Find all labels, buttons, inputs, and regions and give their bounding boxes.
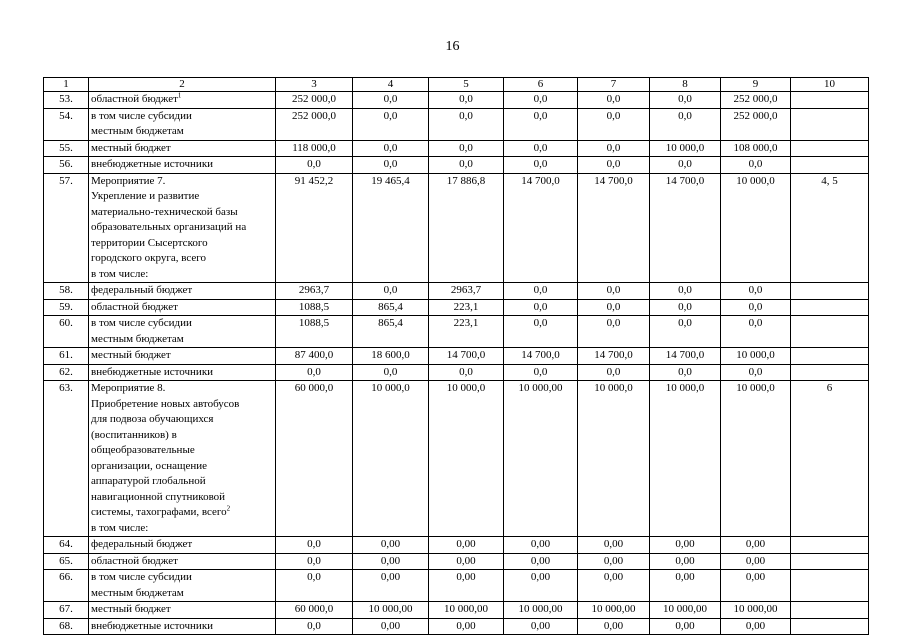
- description-line: аппаратурой глобальной: [91, 475, 206, 487]
- row-number-cell: 66.: [44, 570, 89, 602]
- value-cell: 10 000,00: [353, 602, 429, 619]
- value-cell: 0,0: [504, 92, 578, 109]
- value-cell: 0,0: [578, 299, 650, 316]
- description-line: материально-технической базы: [91, 205, 238, 218]
- row-number-cell: 68.: [44, 618, 89, 635]
- value-cell: 0,00: [353, 570, 429, 602]
- value-cell: 0,0: [276, 553, 353, 570]
- value-cell: 14 700,0: [504, 173, 578, 283]
- description-cell: [89, 381, 276, 537]
- value-cell: 14 700,0: [578, 173, 650, 283]
- value-cell: 0,00: [429, 570, 504, 602]
- value-cell: 0,0: [429, 140, 504, 157]
- description-line: местным бюджетам: [91, 332, 184, 345]
- target-ref-cell: [791, 553, 869, 570]
- value-cell: 0,00: [429, 537, 504, 554]
- header-cell: 6: [504, 78, 578, 92]
- table-row: [44, 140, 869, 157]
- description-cell: [89, 157, 276, 174]
- footnote-marker: 2: [226, 504, 231, 513]
- value-cell: 2963,7: [429, 283, 504, 300]
- value-cell: 0,0: [276, 157, 353, 174]
- value-cell: 252 000,0: [721, 108, 791, 140]
- header-cell: 9: [721, 78, 791, 92]
- value-cell: 0,0: [504, 108, 578, 140]
- row-number-cell: 64.: [44, 537, 89, 554]
- header-cell: 2: [89, 78, 276, 92]
- table-row: [44, 173, 869, 283]
- value-cell: 0,0: [353, 364, 429, 381]
- value-cell: 1088,5: [276, 299, 353, 316]
- table-row: [44, 381, 869, 537]
- value-cell: 60 000,0: [276, 381, 353, 537]
- footnote-marker: 1: [177, 91, 182, 100]
- row-number-cell: 63.: [44, 381, 89, 537]
- description-cell: [89, 108, 276, 140]
- value-cell: 0,0: [429, 92, 504, 109]
- row-number-cell: 58.: [44, 283, 89, 300]
- value-cell: 0,0: [721, 364, 791, 381]
- description-line: областной бюджет$^1$: [91, 91, 182, 105]
- value-cell: 0,0: [721, 283, 791, 300]
- value-cell: 14 700,0: [650, 173, 721, 283]
- value-cell: 1088,5: [276, 316, 353, 348]
- value-cell: 14 700,0: [504, 348, 578, 365]
- row-number-cell: 55.: [44, 140, 89, 157]
- value-cell: 0,00: [578, 537, 650, 554]
- table-row: [44, 283, 869, 300]
- target-ref-cell: [791, 299, 869, 316]
- page-number: 16: [445, 39, 460, 54]
- table-row: [44, 364, 869, 381]
- description-line: внебюджетные источники: [91, 158, 214, 170]
- value-cell: 10 000,00: [504, 602, 578, 619]
- target-ref-cell: 4, 5: [791, 173, 869, 283]
- table-row: [44, 618, 869, 635]
- description-line: местный бюджет: [91, 603, 171, 615]
- header-cell: 4: [353, 78, 429, 92]
- description-line: организации, оснащение: [91, 459, 207, 472]
- table-row: [44, 316, 869, 348]
- header-cell: 3: [276, 78, 353, 92]
- value-cell: 0,00: [504, 570, 578, 602]
- value-cell: 0,0: [429, 364, 504, 381]
- table-row: [44, 299, 869, 316]
- header-cell: 8: [650, 78, 721, 92]
- description-line: областной бюджет: [91, 554, 178, 567]
- table-row: [44, 348, 869, 365]
- value-cell: 10 000,0: [353, 381, 429, 537]
- value-cell: 0,0: [353, 283, 429, 300]
- value-cell: 0,00: [721, 537, 791, 554]
- value-cell: 0,00: [578, 553, 650, 570]
- table-body: [44, 78, 869, 635]
- description-line: территории Сысертского: [91, 236, 208, 249]
- target-ref-cell: [791, 157, 869, 174]
- description-cell: [89, 316, 276, 348]
- description-line: Мероприятие 7.: [91, 174, 166, 187]
- target-ref-cell: 6: [791, 381, 869, 537]
- value-cell: 0,0: [721, 299, 791, 316]
- table-row: [44, 157, 869, 174]
- value-cell: 0,0: [650, 92, 721, 109]
- description-line: внебюджетные источники: [91, 365, 214, 378]
- value-cell: 0,0: [650, 283, 721, 300]
- target-ref-cell: [791, 348, 869, 365]
- value-cell: 0,00: [353, 618, 429, 635]
- row-number-cell: 61.: [44, 348, 89, 365]
- row-number-cell: 56.: [44, 157, 89, 174]
- value-cell: 865,4: [353, 299, 429, 316]
- value-cell: 19 465,4: [353, 173, 429, 283]
- value-cell: 0,0: [578, 364, 650, 381]
- row-number-cell: 53.: [44, 92, 89, 109]
- value-cell: 10 000,00: [429, 602, 504, 619]
- value-cell: 10 000,0: [721, 381, 791, 537]
- value-cell: 2963,7: [276, 283, 353, 300]
- description-cell: [89, 140, 276, 157]
- target-ref-cell: [791, 570, 869, 602]
- value-cell: 0,00: [429, 618, 504, 635]
- target-ref-cell: [791, 316, 869, 348]
- description-line: в том числе:: [91, 521, 149, 534]
- value-cell: 0,0: [504, 140, 578, 157]
- value-cell: 0,0: [276, 618, 353, 635]
- description-cell: [89, 283, 276, 300]
- header-row: [44, 78, 869, 92]
- description-cell: [89, 348, 276, 365]
- value-cell: 10 000,00: [650, 602, 721, 619]
- value-cell: 0,0: [353, 140, 429, 157]
- description-cell: [89, 173, 276, 283]
- description-cell: [89, 570, 276, 602]
- header-cell: 10: [791, 78, 869, 92]
- target-ref-cell: [791, 602, 869, 619]
- target-ref-cell: [791, 618, 869, 635]
- value-cell: 108 000,0: [721, 140, 791, 157]
- value-cell: 10 000,0: [578, 381, 650, 537]
- header-cell: 1: [44, 78, 89, 92]
- description-line: местным бюджетам: [91, 125, 184, 137]
- description-line: областной бюджет: [91, 300, 178, 313]
- table-row: [44, 570, 869, 602]
- description-line: в том числе:: [91, 267, 149, 280]
- value-cell: 0,00: [353, 553, 429, 570]
- value-cell: 0,0: [578, 140, 650, 157]
- target-ref-cell: [791, 364, 869, 381]
- description-line: внебюджетные источники: [91, 619, 214, 632]
- row-number-cell: 65.: [44, 553, 89, 570]
- budget-table: [43, 77, 869, 635]
- value-cell: 0,00: [650, 537, 721, 554]
- value-cell: 14 700,0: [650, 348, 721, 365]
- target-ref-cell: [791, 283, 869, 300]
- value-cell: 0,00: [721, 618, 791, 635]
- value-cell: 0,0: [276, 364, 353, 381]
- value-cell: 0,0: [578, 108, 650, 140]
- value-cell: 0,0: [504, 283, 578, 300]
- value-cell: 252 000,0: [721, 92, 791, 109]
- value-cell: 0,0: [276, 570, 353, 602]
- value-cell: 0,0: [650, 157, 721, 174]
- value-cell: 0,0: [650, 299, 721, 316]
- value-cell: 0,00: [353, 537, 429, 554]
- value-cell: 0,0: [721, 316, 791, 348]
- value-cell: 0,0: [721, 157, 791, 174]
- value-cell: 91 452,2: [276, 173, 353, 283]
- row-number-cell: 57.: [44, 173, 89, 283]
- target-ref-cell: [791, 108, 869, 140]
- value-cell: 0,0: [650, 108, 721, 140]
- value-cell: 0,00: [650, 570, 721, 602]
- value-cell: 0,00: [650, 618, 721, 635]
- description-line: для подвоза обучающихся: [91, 413, 214, 425]
- table-row: [44, 92, 869, 109]
- value-cell: 10 000,0: [429, 381, 504, 537]
- table-row: [44, 537, 869, 554]
- value-cell: 0,00: [504, 618, 578, 635]
- value-cell: 0,00: [429, 553, 504, 570]
- value-cell: 0,0: [504, 364, 578, 381]
- description-cell: [89, 537, 276, 554]
- description-cell: [89, 92, 276, 109]
- value-cell: 0,0: [578, 316, 650, 348]
- value-cell: 0,0: [353, 157, 429, 174]
- value-cell: 0,00: [504, 537, 578, 554]
- value-cell: 14 700,0: [578, 348, 650, 365]
- value-cell: 0,0: [578, 283, 650, 300]
- description-line: в том числе субсидии: [91, 109, 192, 122]
- value-cell: 17 886,8: [429, 173, 504, 283]
- row-number-cell: 59.: [44, 299, 89, 316]
- description-cell: [89, 299, 276, 316]
- description-line: федеральный бюджет: [91, 284, 193, 296]
- value-cell: 10 000,0: [721, 173, 791, 283]
- value-cell: 0,0: [276, 537, 353, 554]
- description-line: Приобретение новых автобусов: [91, 397, 240, 410]
- target-ref-cell: [791, 537, 869, 554]
- description-line: в том числе субсидии: [91, 317, 192, 329]
- description-line: Укрепление и развитие: [91, 190, 200, 202]
- value-cell: 0,0: [353, 108, 429, 140]
- description-cell: [89, 618, 276, 635]
- value-cell: 0,0: [650, 316, 721, 348]
- value-cell: 0,0: [353, 92, 429, 109]
- value-cell: 10 000,00: [721, 602, 791, 619]
- value-cell: 10 000,00: [504, 381, 578, 537]
- header-cell: 7: [578, 78, 650, 92]
- row-number-cell: 67.: [44, 602, 89, 619]
- row-number-cell: 54.: [44, 108, 89, 140]
- table-row: [44, 602, 869, 619]
- value-cell: 10 000,0: [650, 140, 721, 157]
- description-line: навигационной спутниковой: [91, 490, 226, 503]
- value-cell: 252 000,0: [276, 92, 353, 109]
- target-ref-cell: [791, 140, 869, 157]
- description-line: общеобразовательные: [91, 444, 195, 456]
- row-number-cell: 62.: [44, 364, 89, 381]
- description-line: в том числе субсидии: [91, 571, 192, 583]
- value-cell: 0,00: [578, 570, 650, 602]
- value-cell: 252 000,0: [276, 108, 353, 140]
- value-cell: 0,0: [504, 316, 578, 348]
- value-cell: 0,00: [721, 553, 791, 570]
- value-cell: 223,1: [429, 316, 504, 348]
- description-cell: [89, 364, 276, 381]
- description-line: местным бюджетам: [91, 586, 184, 599]
- value-cell: 10 000,0: [721, 348, 791, 365]
- value-cell: 223,1: [429, 299, 504, 316]
- value-cell: 0,0: [578, 92, 650, 109]
- value-cell: 0,00: [721, 570, 791, 602]
- value-cell: 0,0: [504, 157, 578, 174]
- value-cell: 0,0: [429, 157, 504, 174]
- description-line: (воспитанников) в: [91, 428, 177, 441]
- description-line: городского округа, всего: [91, 252, 207, 264]
- description-line: местный бюджет: [91, 141, 171, 154]
- value-cell: 0,0: [578, 157, 650, 174]
- row-number-cell: 60.: [44, 316, 89, 348]
- value-cell: 60 000,0: [276, 602, 353, 619]
- description-line: образовательных организаций на: [91, 221, 247, 233]
- target-ref-cell: [791, 92, 869, 109]
- value-cell: 0,0: [650, 364, 721, 381]
- table-row: [44, 553, 869, 570]
- value-cell: 0,00: [504, 553, 578, 570]
- table-row: [44, 108, 869, 140]
- description-line: местный бюджет: [91, 349, 171, 361]
- value-cell: 10 000,00: [578, 602, 650, 619]
- description-cell: [89, 553, 276, 570]
- value-cell: 118 000,0: [276, 140, 353, 157]
- description-line: системы, тахографами, всего$^2$: [91, 504, 231, 518]
- value-cell: 865,4: [353, 316, 429, 348]
- value-cell: 0,00: [650, 553, 721, 570]
- value-cell: 18 600,0: [353, 348, 429, 365]
- description-cell: [89, 602, 276, 619]
- description-line: Мероприятие 8.: [91, 382, 166, 394]
- header-cell: 5: [429, 78, 504, 92]
- value-cell: 0,00: [578, 618, 650, 635]
- description-line: федеральный бюджет: [91, 538, 193, 550]
- value-cell: 14 700,0: [429, 348, 504, 365]
- value-cell: 10 000,0: [650, 381, 721, 537]
- value-cell: 87 400,0: [276, 348, 353, 365]
- value-cell: 0,0: [504, 299, 578, 316]
- value-cell: 0,0: [429, 108, 504, 140]
